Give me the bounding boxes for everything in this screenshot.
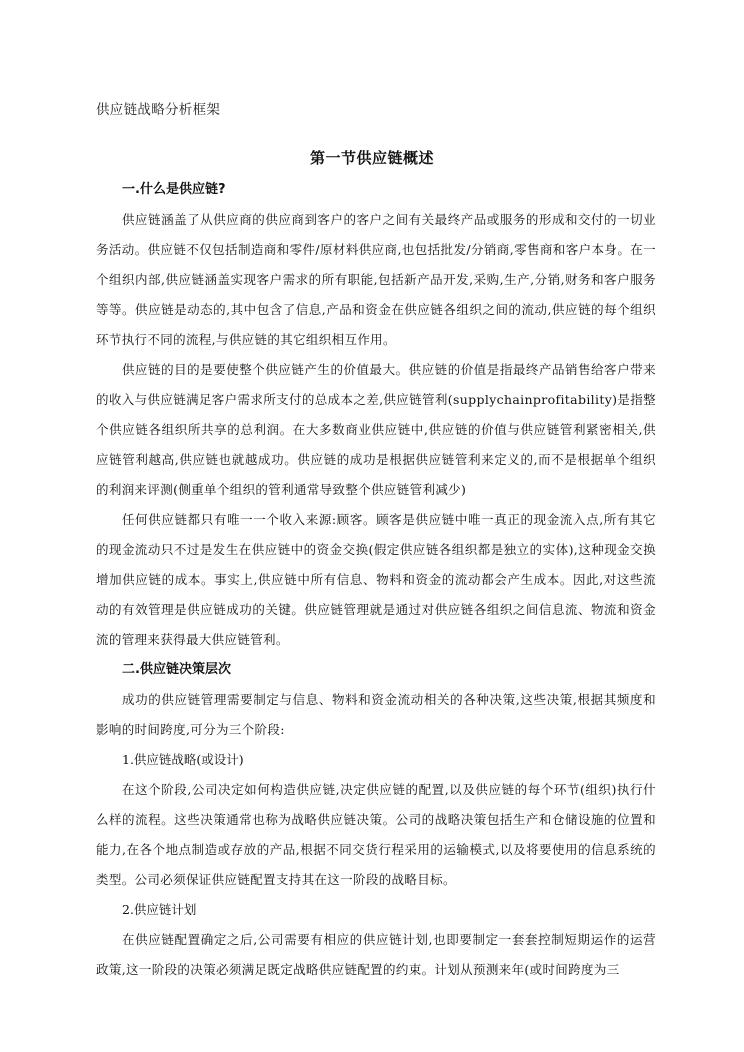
paragraph: 在供应链配置确定之后,公司需要有相应的供应链计划,也即要制定一套套控制短期运作的运营政策,这一阶段的决策必须满足既定战略供应链配置的约束。计划从预测来年(或时间跨度为三 [96,932,656,977]
document-title: 供应链战略分析框架 [96,102,221,118]
paragraph: 供应链的目的是要使整个供应链产生的价值最大。供应链的价值是指最终产品销售给客户带来的收入与供应链满足客户需求所支付的总成本之差,供应链管利(supplychainprofitability)是指整个供应链各组织所共享的总利润。在大多数商业供应链中,供应链的价值与供应链管利紧密相关,供应链管利越高,供应链也就越成功。供应链的成功是根据供应链管利来定义的,而不是根据单个组织的利润来评测(侧重单个组织的管利通常导致整个供应链管利减少) [96,362,656,497]
paragraph: 供应链涵盖了从供应商的供应商到客户的客户之间有关最终产品或服务的形成和交付的一切业务活动。供应链不仅包括制造商和零件/原材料供应商,也包括批发/分销商,零售商和客户本身。在一个组织内部,供应链涵盖实现客户需求的所有职能,包括新产品开发,采购,生产,分销,财务和客户服务等等。供应链是动态的,其中包含了信息,产品和资金在供应链各组织之间的流动,供应链的每个组织环节执行不同的流程,与供应链的其它组织相互作用。 [96,212,656,347]
paragraph: 在这个阶段,公司决定如何构造供应链,决定供应链的配置,以及供应链的每个环节(组织)执行什么样的流程。这些决策通常也称为战略供应链决策。公司的战略决策包括生产和仓储设施的位置和能力,在各个地点制造或存放的产品,根据不同交货行程采用的运输模式,以及将要使用的信息系统的类型。公司必须保证供应链配置支持其在这一阶段的战略目标。 [96,782,656,887]
subsection-heading-planning: 2.供应链计划 [122,902,197,917]
paragraph: 成功的供应链管理需要制定与信息、物料和资金流动相关的各种决策,这些决策,根据其频度和影响的时间跨度,可分为三个阶段: [96,692,656,737]
subsection-heading-strategy: 1.供应链战略(或设计) [122,752,244,767]
chapter-title: 第一节供应链概述 [309,149,434,167]
section-heading-decision-levels: 二.供应链决策层次 [122,662,231,677]
document-body [96,175,656,985]
section-heading-what-is-supply-chain: 一.什么是供应链? [122,182,226,197]
paragraph: 任何供应链都只有唯一一个收入来源:顾客。顾客是供应链中唯一真正的现金流入点,所有其它的现金流动只不过是发生在供应链中的资金交换(假定供应链各组织都是独立的实体),这种现金交换增加供应链的成本。事实上,供应链中所有信息、物料和资金的流动都会产生成本。因此,对这些流动的有效管理是供应链成功的关键。供应链管理就是通过对供应链各组织之间信息流、物流和资金流的管理来获得最大供应链管利。 [96,512,656,647]
